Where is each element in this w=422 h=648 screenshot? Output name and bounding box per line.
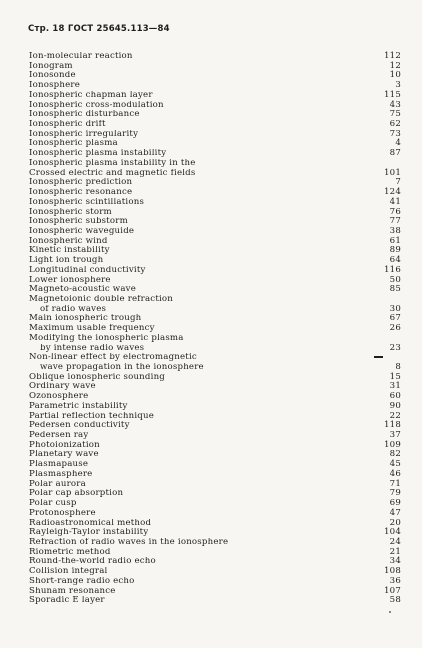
index-term: Ordinary wave bbox=[29, 382, 96, 392]
index-entry bbox=[29, 256, 401, 266]
index-entry bbox=[29, 538, 401, 548]
index-term: Polar cusp bbox=[29, 499, 77, 509]
index-term: Radioastronomical method bbox=[29, 518, 152, 528]
index-entry bbox=[29, 480, 401, 490]
index-term: Photoionization bbox=[29, 440, 100, 450]
index-term: Maximum usable frequency bbox=[29, 324, 155, 334]
index-page-number: 77 bbox=[389, 216, 401, 227]
index-page-number: 112 bbox=[383, 51, 401, 61]
index-term: Short-range radio echo bbox=[29, 576, 135, 586]
index-entry bbox=[29, 460, 401, 470]
index-entry bbox=[29, 509, 401, 519]
index-entry bbox=[29, 285, 401, 295]
index-term: Ionospheric plasma instability in the bbox=[29, 158, 196, 168]
index-page-number: 23 bbox=[389, 342, 401, 353]
index-entry bbox=[29, 110, 401, 120]
index-page-number: 73 bbox=[389, 128, 401, 139]
index-term: Polar aurora bbox=[29, 479, 86, 489]
index-term: Plasmapause bbox=[29, 460, 89, 470]
index-term: Refraction of radio waves in the ionosphere bbox=[29, 537, 229, 547]
scan-speck bbox=[389, 611, 391, 613]
index-term: Main ionospheric trough bbox=[29, 314, 142, 324]
index-entry bbox=[29, 62, 401, 72]
index-page-number: 10 bbox=[389, 70, 401, 81]
index-entry bbox=[29, 519, 401, 529]
index-list bbox=[29, 52, 401, 606]
index-term: Planetary wave bbox=[29, 450, 99, 460]
index-entry bbox=[29, 139, 401, 149]
index-entry bbox=[29, 305, 401, 315]
index-term: Riometric method bbox=[29, 547, 111, 557]
index-entry bbox=[29, 188, 401, 198]
index-page-number: 30 bbox=[389, 303, 401, 314]
index-page-number: 89 bbox=[389, 245, 401, 256]
index-entry bbox=[29, 159, 401, 169]
index-term: Light ion trough bbox=[29, 256, 104, 266]
index-page-number: 67 bbox=[389, 313, 401, 324]
index-term: Ionospheric storm bbox=[29, 207, 112, 217]
index-entry bbox=[29, 450, 401, 460]
index-entry bbox=[29, 91, 401, 101]
index-page-number: 101 bbox=[383, 167, 401, 178]
index-term: Ionospheric disturbance bbox=[29, 110, 140, 120]
index-entry bbox=[29, 557, 401, 567]
index-page-number: 46 bbox=[389, 468, 401, 479]
index-page-number: 90 bbox=[389, 400, 401, 411]
index-term: Shunam resonance bbox=[29, 586, 116, 596]
index-term: Ionospheric substorm bbox=[29, 217, 128, 227]
index-term: Oblique ionospheric sounding bbox=[29, 372, 165, 382]
index-term: Collision integral bbox=[29, 567, 108, 577]
index-page-number: 7 bbox=[395, 177, 401, 188]
index-page-number: 43 bbox=[389, 99, 401, 110]
index-page-number: 22 bbox=[389, 410, 401, 421]
index-page-number: 34 bbox=[389, 556, 401, 567]
index-page-number: 116 bbox=[383, 264, 401, 275]
index-term: Ionosonde bbox=[29, 71, 76, 81]
index-term: Ionogram bbox=[29, 61, 73, 71]
index-term: by intense radio waves bbox=[40, 343, 145, 353]
index-entry bbox=[29, 246, 401, 256]
index-page-number: 21 bbox=[389, 546, 401, 557]
index-page-number: 24 bbox=[389, 536, 401, 547]
index-entry bbox=[29, 120, 401, 130]
index-entry bbox=[29, 392, 401, 402]
index-page-number: 50 bbox=[389, 274, 401, 285]
index-entry bbox=[29, 314, 401, 324]
index-entry bbox=[29, 237, 401, 247]
index-term: Round-the-world radio echo bbox=[29, 557, 156, 567]
index-page-number: 69 bbox=[389, 498, 401, 509]
index-entry bbox=[29, 295, 401, 305]
index-term: Sporadic E layer bbox=[29, 596, 105, 606]
index-term: Longitudinal conductivity bbox=[29, 265, 146, 275]
index-page-number: 36 bbox=[389, 575, 401, 586]
index-term: Kinetic instability bbox=[29, 246, 110, 256]
index-term: Ionospheric scintillations bbox=[29, 197, 145, 207]
index-entry bbox=[29, 334, 401, 344]
index-entry bbox=[29, 489, 401, 499]
index-page-number: 58 bbox=[389, 595, 401, 606]
index-term: Ionosphere bbox=[29, 81, 81, 91]
index-page-number: 115 bbox=[383, 89, 401, 100]
index-term: Ionospheric plasma instability bbox=[29, 149, 167, 159]
index-term: Ionospheric waveguide bbox=[29, 226, 135, 236]
index-entry bbox=[29, 169, 401, 179]
index-page-number: 62 bbox=[389, 119, 401, 130]
index-term: Lower ionosphere bbox=[29, 275, 111, 285]
index-page-number: 109 bbox=[383, 439, 401, 450]
index-page-number: 107 bbox=[383, 585, 401, 596]
index-term: Modifying the ionospheric plasma bbox=[29, 333, 184, 343]
index-entry bbox=[29, 81, 401, 91]
index-term: Magneto-acoustic wave bbox=[29, 285, 136, 295]
index-page-number: 3 bbox=[395, 80, 401, 91]
index-entry bbox=[29, 149, 401, 159]
index-entry bbox=[29, 353, 401, 363]
index-term: Parametric instability bbox=[29, 401, 128, 411]
index-entry bbox=[29, 101, 401, 111]
index-entry bbox=[29, 470, 401, 480]
index-page-number: 37 bbox=[389, 430, 401, 441]
index-page-number: 8 bbox=[395, 362, 401, 372]
index-term: Crossed electric and magnetic fields bbox=[29, 168, 196, 178]
index-page-number: 82 bbox=[389, 449, 401, 460]
index-entry bbox=[29, 363, 401, 373]
index-entry bbox=[29, 402, 401, 412]
index-page-number: 64 bbox=[389, 255, 401, 266]
index-term: Ionospheric prediction bbox=[29, 178, 133, 188]
index-entry bbox=[29, 217, 401, 227]
index-entry bbox=[29, 266, 401, 276]
index-page-number: 26 bbox=[389, 323, 401, 334]
index-page-number: 20 bbox=[389, 517, 401, 528]
index-page-number: 79 bbox=[389, 488, 401, 499]
index-term: Ozonosphere bbox=[29, 392, 89, 402]
index-entry bbox=[29, 548, 401, 558]
index-entry bbox=[29, 441, 401, 451]
index-page-number: 61 bbox=[389, 235, 401, 246]
index-page-number: 45 bbox=[389, 459, 401, 470]
index-page-number: 15 bbox=[389, 371, 401, 382]
index-page-number: 47 bbox=[389, 507, 401, 518]
index-page-number: 12 bbox=[389, 60, 401, 71]
index-entry bbox=[29, 227, 401, 237]
index-entry bbox=[29, 71, 401, 81]
page-header: Стр. 18 ГОСТ 25645.113—84 bbox=[28, 24, 170, 34]
index-page-number: 41 bbox=[389, 196, 401, 207]
index-page-number: 38 bbox=[389, 225, 401, 236]
index-term: wave propagation in the ionosphere bbox=[40, 363, 204, 372]
index-term: Ionospheric cross-modulation bbox=[29, 100, 164, 110]
index-term: Non-linear effect by electromagnetic bbox=[29, 353, 197, 363]
index-page-number: 76 bbox=[389, 206, 401, 217]
index-page-number: 118 bbox=[383, 420, 401, 431]
index-term: Rayleigh-Taylor instability bbox=[29, 528, 149, 538]
index-entry bbox=[29, 324, 401, 334]
index-page-number: 108 bbox=[383, 566, 401, 577]
index-entry bbox=[29, 528, 401, 538]
index-entry bbox=[29, 52, 401, 62]
index-entry bbox=[29, 344, 401, 354]
index-term: Ionospheric irregularity bbox=[29, 129, 139, 139]
index-entry bbox=[29, 208, 401, 218]
index-page-number: 104 bbox=[383, 527, 401, 538]
index-page-number: 124 bbox=[383, 187, 401, 198]
index-entry bbox=[29, 421, 401, 431]
index-page-number: 60 bbox=[389, 391, 401, 402]
index-term: Polar cap absorption bbox=[29, 489, 124, 499]
index-term: Partial reflection technique bbox=[29, 411, 154, 421]
index-entry bbox=[29, 577, 401, 587]
index-entry bbox=[29, 567, 401, 577]
index-entry bbox=[29, 431, 401, 441]
index-term: Protonosphere bbox=[29, 508, 96, 518]
index-term: Ionospheric plasma bbox=[29, 139, 118, 149]
index-term: Pedersen ray bbox=[29, 431, 89, 441]
index-term: of radio waves bbox=[40, 304, 107, 314]
index-term: Ionospheric resonance bbox=[29, 188, 133, 198]
index-entry bbox=[29, 276, 401, 286]
index-term: Ionospheric chapman layer bbox=[29, 90, 153, 100]
index-entry bbox=[29, 382, 401, 392]
index-term: Plasmasphere bbox=[29, 469, 93, 479]
index-entry bbox=[29, 412, 401, 422]
index-term: Magnetoionic double refraction bbox=[29, 294, 174, 304]
index-page-number: 75 bbox=[389, 109, 401, 120]
index-entry bbox=[29, 130, 401, 140]
index-term: Ion-molecular reaction bbox=[29, 52, 133, 61]
index-entry bbox=[29, 373, 401, 383]
index-page-number: 31 bbox=[389, 381, 401, 392]
index-term: Ionospheric wind bbox=[29, 236, 108, 246]
index-entry bbox=[29, 198, 401, 208]
index-page-number: 71 bbox=[389, 478, 401, 489]
index-term: Pedersen conductivity bbox=[29, 421, 130, 431]
index-entry bbox=[29, 499, 401, 509]
index-entry bbox=[29, 178, 401, 188]
margin-dash-mark bbox=[374, 356, 383, 358]
index-page-number: 85 bbox=[389, 284, 401, 295]
index-entry bbox=[29, 587, 401, 597]
index-page-number: 4 bbox=[395, 138, 401, 149]
index-page-number: 87 bbox=[389, 148, 401, 159]
index-term: Ionospheric drift bbox=[29, 120, 106, 130]
index-entry bbox=[29, 596, 401, 606]
